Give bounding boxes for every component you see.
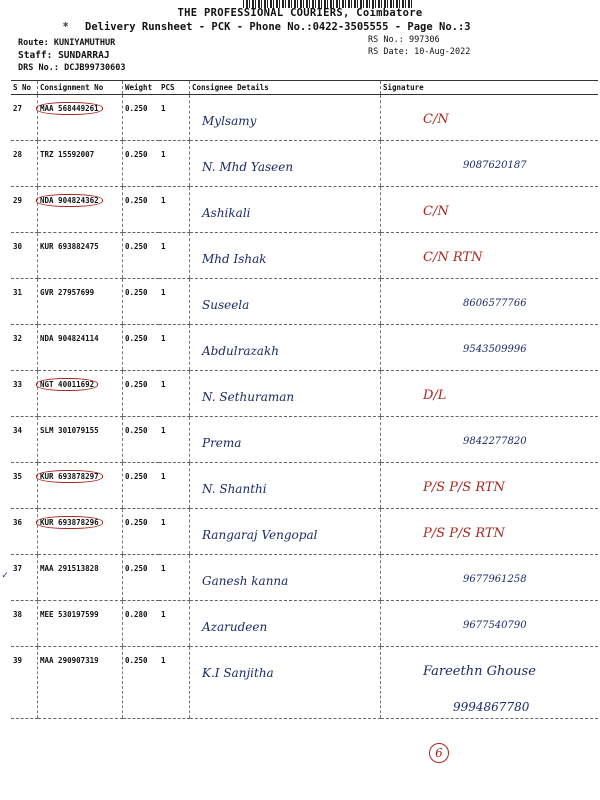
cell-signature [381, 417, 599, 463]
cell-pcs [159, 187, 190, 233]
cell-weight-text: 0.250 [125, 242, 148, 251]
cell-consignment-text: MAA 291513828 [40, 564, 99, 573]
cell-weight-text: 0.250 [125, 472, 148, 481]
cell-consignee [190, 187, 381, 233]
cell-signature [381, 95, 599, 141]
cell-consignment-text: TRZ 15592007 [40, 150, 95, 159]
cell-weight [123, 325, 160, 371]
cell-sno [11, 647, 38, 719]
cell-consignment [38, 601, 123, 647]
handwritten-phone: 9677540790 [463, 620, 527, 631]
check-mark-icon: ✓ [2, 570, 9, 581]
cell-sno [11, 555, 38, 601]
cell-weight-text: 0.250 [125, 288, 148, 297]
handwritten-consignee: Ashikali [202, 206, 251, 220]
handwritten-signature: D/L [423, 388, 447, 403]
cell-consignment-text: SLM 301079155 [40, 426, 99, 435]
cell-consignment [38, 417, 123, 463]
cell-consignee [190, 417, 381, 463]
rs-no-line: RS No.: 997306 [368, 35, 440, 45]
cell-pcs-text: 1 [161, 380, 166, 389]
col-sno: S No [11, 81, 38, 95]
cell-consignment-text: GVR 27957699 [40, 288, 95, 297]
cell-pcs [159, 509, 190, 555]
handwritten-signature: C/N [423, 112, 449, 127]
cell-pcs-text: 1 [161, 150, 166, 159]
handwritten-signature: P/S P/S RTN [423, 480, 505, 495]
cell-consignment [38, 325, 123, 371]
handwritten-consignee: Ganesh kanna [202, 574, 289, 588]
cell-consignee [190, 233, 381, 279]
cell-pcs [159, 141, 190, 187]
rs-date-value: 10-Aug-2022 [414, 47, 471, 57]
staff-line: Staff: SUNDARRAJ [18, 50, 110, 61]
cell-pcs-text: 1 [161, 518, 166, 527]
cell-pcs [159, 463, 190, 509]
cell-pcs-text: 1 [161, 610, 166, 619]
cell-sno-text: 33 [13, 380, 23, 389]
cell-signature [381, 325, 599, 371]
handwritten-consignee: Mhd Ishak [202, 252, 267, 266]
handwritten-consignee: Mylsamy [202, 114, 257, 128]
cell-weight [123, 279, 160, 325]
cell-consignment [38, 463, 123, 509]
staff-value: SUNDARRAJ [58, 50, 110, 61]
cell-pcs-text: 1 [161, 472, 166, 481]
table-row [11, 141, 598, 187]
handwritten-signature: C/N RTN [423, 250, 483, 265]
handwritten-phone: 9677961258 [463, 574, 527, 585]
cell-consignee [190, 555, 381, 601]
handwritten-phone: 8606577766 [463, 298, 527, 309]
cell-sno-text: 31 [13, 288, 23, 297]
cell-weight-text: 0.250 [125, 334, 148, 343]
handwritten-consignee: Azarudeen [202, 620, 268, 634]
cell-sno-text: 30 [13, 242, 23, 251]
cell-signature [381, 279, 599, 325]
handwritten-consignee: K.I Sanjitha [202, 666, 274, 680]
table-row [11, 233, 598, 279]
col-pcs: PCS [159, 81, 190, 95]
cell-consignment [38, 509, 123, 555]
cell-weight [123, 95, 160, 141]
drs-value: DCJB99730603 [64, 63, 126, 73]
cell-weight [123, 555, 160, 601]
cell-consignee [190, 141, 381, 187]
handwritten-signature: P/S P/S RTN [423, 526, 505, 541]
cell-consignment [38, 233, 123, 279]
cell-sno [11, 509, 38, 555]
cell-pcs-text: 1 [161, 196, 166, 205]
handwritten-consignee: N. Shanthi [202, 482, 267, 496]
handwritten-consignee: N. Sethuraman [202, 390, 295, 404]
route-line: Route: KUNIYAMUTHUR [18, 38, 116, 48]
cell-sno-text: 29 [13, 196, 23, 205]
handwritten-consignee: Prema [202, 436, 242, 450]
cell-consignee [190, 509, 381, 555]
cell-consignment-text: MAA 568449261 [36, 102, 103, 115]
cell-pcs [159, 417, 190, 463]
cell-pcs [159, 601, 190, 647]
cell-pcs [159, 325, 190, 371]
cell-signature [381, 233, 599, 279]
col-signature: Signature [381, 81, 599, 95]
cell-pcs-text: 1 [161, 288, 166, 297]
rs-date-line: RS Date: 10-Aug-2022 [368, 47, 471, 57]
cell-weight-text: 0.280 [125, 610, 148, 619]
cell-consignment-text: KUR 693878296 [36, 516, 103, 529]
runsheet-table [11, 80, 598, 719]
cell-sno [11, 601, 38, 647]
handwritten-phone: 9543509996 [463, 344, 527, 355]
cell-sno [11, 95, 38, 141]
cell-weight [123, 463, 160, 509]
cell-consignee [190, 95, 381, 141]
cell-pcs-text: 1 [161, 564, 166, 573]
cell-consignment-text: NGT 40011692 [36, 378, 98, 391]
cell-signature [381, 555, 599, 601]
cell-sno [11, 187, 38, 233]
col-weight: Weight [123, 81, 160, 95]
cell-consignment [38, 95, 123, 141]
cell-consignee [190, 463, 381, 509]
col-consignee: Consignee Details [190, 81, 381, 95]
route-value: KUNIYAMUTHUR [53, 38, 116, 48]
cell-weight-text: 0.250 [125, 196, 148, 205]
cell-signature [381, 371, 599, 417]
table-row [11, 417, 598, 463]
cell-pcs-text: 1 [161, 334, 166, 343]
cell-consignment-text: KUR 693878297 [36, 470, 103, 483]
cell-signature [381, 509, 599, 555]
cell-consignee [190, 647, 381, 719]
cell-weight [123, 141, 160, 187]
col-consignment: Consignment No [38, 81, 123, 95]
cell-weight [123, 417, 160, 463]
drs-line: DRS No.: DCJB99730603 [18, 63, 126, 73]
cell-consignment [38, 141, 123, 187]
cell-signature [381, 463, 599, 509]
star-mark: ✱ [63, 20, 69, 30]
cell-pcs-text: 1 [161, 104, 166, 113]
cell-pcs-text: 1 [161, 426, 166, 435]
cell-consignee [190, 371, 381, 417]
cell-sno-text: 34 [13, 426, 23, 435]
cell-weight [123, 509, 160, 555]
cell-consignment [38, 279, 123, 325]
cell-weight-text: 0.250 [125, 380, 148, 389]
cell-consignment-text: MAA 290907319 [40, 656, 99, 665]
cell-sno [11, 141, 38, 187]
cell-sno [11, 463, 38, 509]
table-row [11, 279, 598, 325]
cell-sno-text: 35 [13, 472, 23, 481]
cell-pcs [159, 233, 190, 279]
cell-consignee [190, 601, 381, 647]
cell-weight-text: 0.250 [125, 104, 148, 113]
company-title: THE PROFESSIONAL COURIERS, Coimbatore [177, 7, 423, 19]
cell-sno-text: 37 [13, 564, 23, 573]
handwritten-phone: 9087620187 [463, 160, 527, 171]
cell-pcs [159, 279, 190, 325]
cell-weight [123, 233, 160, 279]
handwritten-signature: C/N [423, 204, 449, 219]
handwritten-consignee: Rangaraj Vengopal [202, 528, 318, 542]
cell-weight [123, 371, 160, 417]
cell-weight [123, 187, 160, 233]
cell-consignment-text: MEE 530197599 [40, 610, 99, 619]
cell-pcs [159, 647, 190, 719]
cell-sno [11, 417, 38, 463]
cell-consignment [38, 647, 123, 719]
cell-weight-text: 0.250 [125, 656, 148, 665]
rs-no-value: 997306 [408, 35, 440, 45]
cell-pcs [159, 95, 190, 141]
cell-weight-text: 0.250 [125, 564, 148, 573]
cell-sno-text: 27 [13, 104, 23, 113]
cell-pcs-text: 1 [161, 656, 166, 665]
handwritten-phone: 9842277820 [463, 436, 527, 447]
cell-pcs-text: 1 [161, 242, 166, 251]
handwritten-consignee: N. Mhd Yaseen [202, 160, 294, 174]
cell-sno-text: 38 [13, 610, 23, 619]
cell-consignment [38, 371, 123, 417]
cell-weight-text: 0.250 [125, 426, 148, 435]
cell-sno [11, 279, 38, 325]
cell-consignee [190, 279, 381, 325]
table-row [11, 555, 598, 601]
cell-sno [11, 233, 38, 279]
table-header-row [11, 81, 598, 95]
cell-weight [123, 601, 160, 647]
cell-sno-text: 36 [13, 518, 23, 527]
cell-weight [123, 647, 160, 719]
table-row [11, 325, 598, 371]
footer-handwritten-number: 9994867780 [453, 700, 530, 714]
cell-consignment-text: KUR 693882475 [40, 242, 99, 251]
handwritten-signature: Fareethn Ghouse [423, 664, 536, 679]
cell-weight-text: 0.250 [125, 150, 148, 159]
cell-consignee [190, 325, 381, 371]
table-row [11, 187, 598, 233]
cell-consignment [38, 187, 123, 233]
cell-signature [381, 141, 599, 187]
table-row [11, 463, 598, 509]
cell-sno [11, 371, 38, 417]
table-row [11, 371, 598, 417]
cell-pcs [159, 555, 190, 601]
cell-sno-text: 39 [13, 656, 23, 665]
cell-consignment-text: NDA 904824114 [40, 334, 99, 343]
page-mark: 6 [429, 743, 449, 763]
cell-sno [11, 325, 38, 371]
table-row [11, 95, 598, 141]
cell-consignment [38, 555, 123, 601]
cell-pcs [159, 371, 190, 417]
cell-consignment-text: NDA 904824362 [36, 194, 103, 207]
cell-signature [381, 187, 599, 233]
table-row [11, 509, 598, 555]
handwritten-consignee: Suseela [202, 298, 250, 312]
cell-sno-text: 28 [13, 150, 23, 159]
runsheet-subtitle: Delivery Runsheet - PCK - Phone No.:0422-3505555 - Page No.:3 [85, 21, 471, 33]
cell-sno-text: 32 [13, 334, 23, 343]
handwritten-consignee: Abdulrazakh [202, 344, 279, 358]
table-row [11, 601, 598, 647]
cell-weight-text: 0.250 [125, 518, 148, 527]
cell-signature [381, 601, 599, 647]
